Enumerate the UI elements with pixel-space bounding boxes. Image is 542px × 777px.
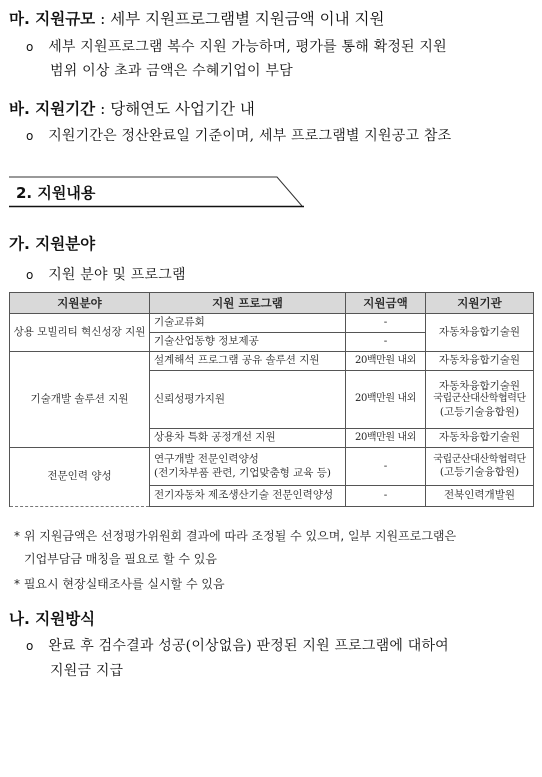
field-bullet-text: 지원 분야 및 프로그램 [48, 267, 186, 283]
agency-line: 자동차융합기술원 [438, 380, 521, 393]
scale-text: : 세부 지원프로그램별 지원금액 이내 지원 [95, 10, 385, 28]
header-field: 지원분야 [10, 293, 150, 314]
field-label: 가. 지원분야 [9, 235, 96, 253]
table-cell-program: 기술산업동향 정보제공 [150, 333, 346, 352]
section-title: 2. 지원내용 [16, 184, 96, 202]
program-line: (전기차부품 관련, 기업맞춤형 교육 등) [154, 466, 332, 479]
method-bullet-text1: 완료 후 검수결과 성공(이상없음) 판정된 지원 프로그램에 대하여 [48, 638, 449, 654]
method-label: 나. 지원방식 [9, 610, 96, 628]
table-cell-agency: 자동차융합기술원 [426, 429, 534, 448]
period-label: 바. 지원기간 [9, 100, 96, 118]
table-cell-amount: - [346, 314, 426, 333]
scale-heading [9, 7, 384, 29]
period-bullet-text1: 지원기간은 정산완료일 기준이며, 세부 프로그램별 지원공고 참조 [48, 128, 452, 144]
table-cell-program: 전기자동차 제조생산기술 전문인력양성 [150, 486, 346, 507]
table-cell-field: 상용 모빌리티 혁신성장 지원 [10, 314, 150, 352]
table-cell-field: 기술개발 솔루션 지원 [10, 352, 150, 448]
agency-line: 국립군산대산학협력단 [433, 453, 526, 465]
table-cell-amount: 20백만원 내외 [346, 371, 426, 429]
table-header-row [10, 293, 534, 314]
bullet-mark: o [26, 129, 34, 143]
table-cell-amount: - [346, 448, 426, 486]
period-bullet-line1 [26, 125, 451, 145]
field-heading [9, 232, 95, 254]
program-line: 연구개발 전문인력양성 [154, 453, 259, 466]
agency-line: (고등기술융합원) [439, 466, 520, 479]
bullet-mark: o [26, 639, 34, 653]
table-row [10, 352, 534, 371]
table-cell-field: 전문인력 양성 [10, 448, 150, 507]
bullet-mark: o [26, 268, 34, 282]
table-cell-program: 신뢰성평가지원 [150, 371, 346, 429]
scale-label: 마. 지원규모 [9, 10, 96, 28]
table-cell-program: 설계해석 프로그램 공유 솔루션 지원 [150, 352, 346, 371]
table-cell-amount: 20백만원 내외 [346, 352, 426, 371]
header-amount: 지원금액 [346, 293, 426, 314]
table-cell-agency [426, 448, 534, 486]
header-agency: 지원기관 [426, 293, 534, 314]
table-row [10, 448, 534, 486]
bullet-mark: o [26, 40, 34, 54]
scale-bullet-text2: 범위 이상 초과 금액은 수혜기업이 부담 [50, 63, 293, 79]
period-text: : 당해연도 사업기간 내 [95, 100, 255, 118]
table-cell-program: 상용차 특화 공정개선 지원 [150, 429, 346, 448]
method-bullet-line1 [26, 635, 449, 655]
method-bullet-text2: 지원금 지급 [50, 663, 124, 679]
note-2: * 필요시 현장실태조사를 실시할 수 있음 [14, 577, 225, 591]
table-cell-amount: 20백만원 내외 [346, 429, 426, 448]
scale-bullet-line1 [26, 36, 447, 56]
table-cell-amount: - [346, 486, 426, 507]
table-cell-agency: 전북인력개발원 [426, 486, 534, 507]
field-bullet [26, 264, 186, 284]
program-table [9, 292, 534, 507]
table-cell-program [150, 448, 346, 486]
header-program: 지원 프로그램 [150, 293, 346, 314]
note-1-line2: 기업부담금 매칭을 필요로 할 수 있음 [24, 552, 217, 566]
scale-bullet-text1: 세부 지원프로그램 복수 지원 가능하며, 평가를 통해 확정된 지원 [48, 39, 447, 55]
agency-line: (고등기술융합원) [439, 405, 520, 418]
table-cell-program: 기술교류회 [150, 314, 346, 333]
table-cell-agency [426, 371, 534, 429]
note-1-line1: * 위 지원금액은 선정평가위원회 결과에 따라 조정될 수 있으며, 일부 지원프로그램은 [14, 529, 457, 543]
period-heading [9, 97, 255, 119]
table-row [10, 314, 534, 333]
table-cell-amount: - [346, 333, 426, 352]
agency-line: 국립군산대산학협력단 [433, 393, 526, 405]
table-cell-agency: 자동차융합기술원 [426, 352, 534, 371]
table-cell-agency: 자동차융합기술원 [426, 314, 534, 352]
method-heading [9, 607, 95, 629]
